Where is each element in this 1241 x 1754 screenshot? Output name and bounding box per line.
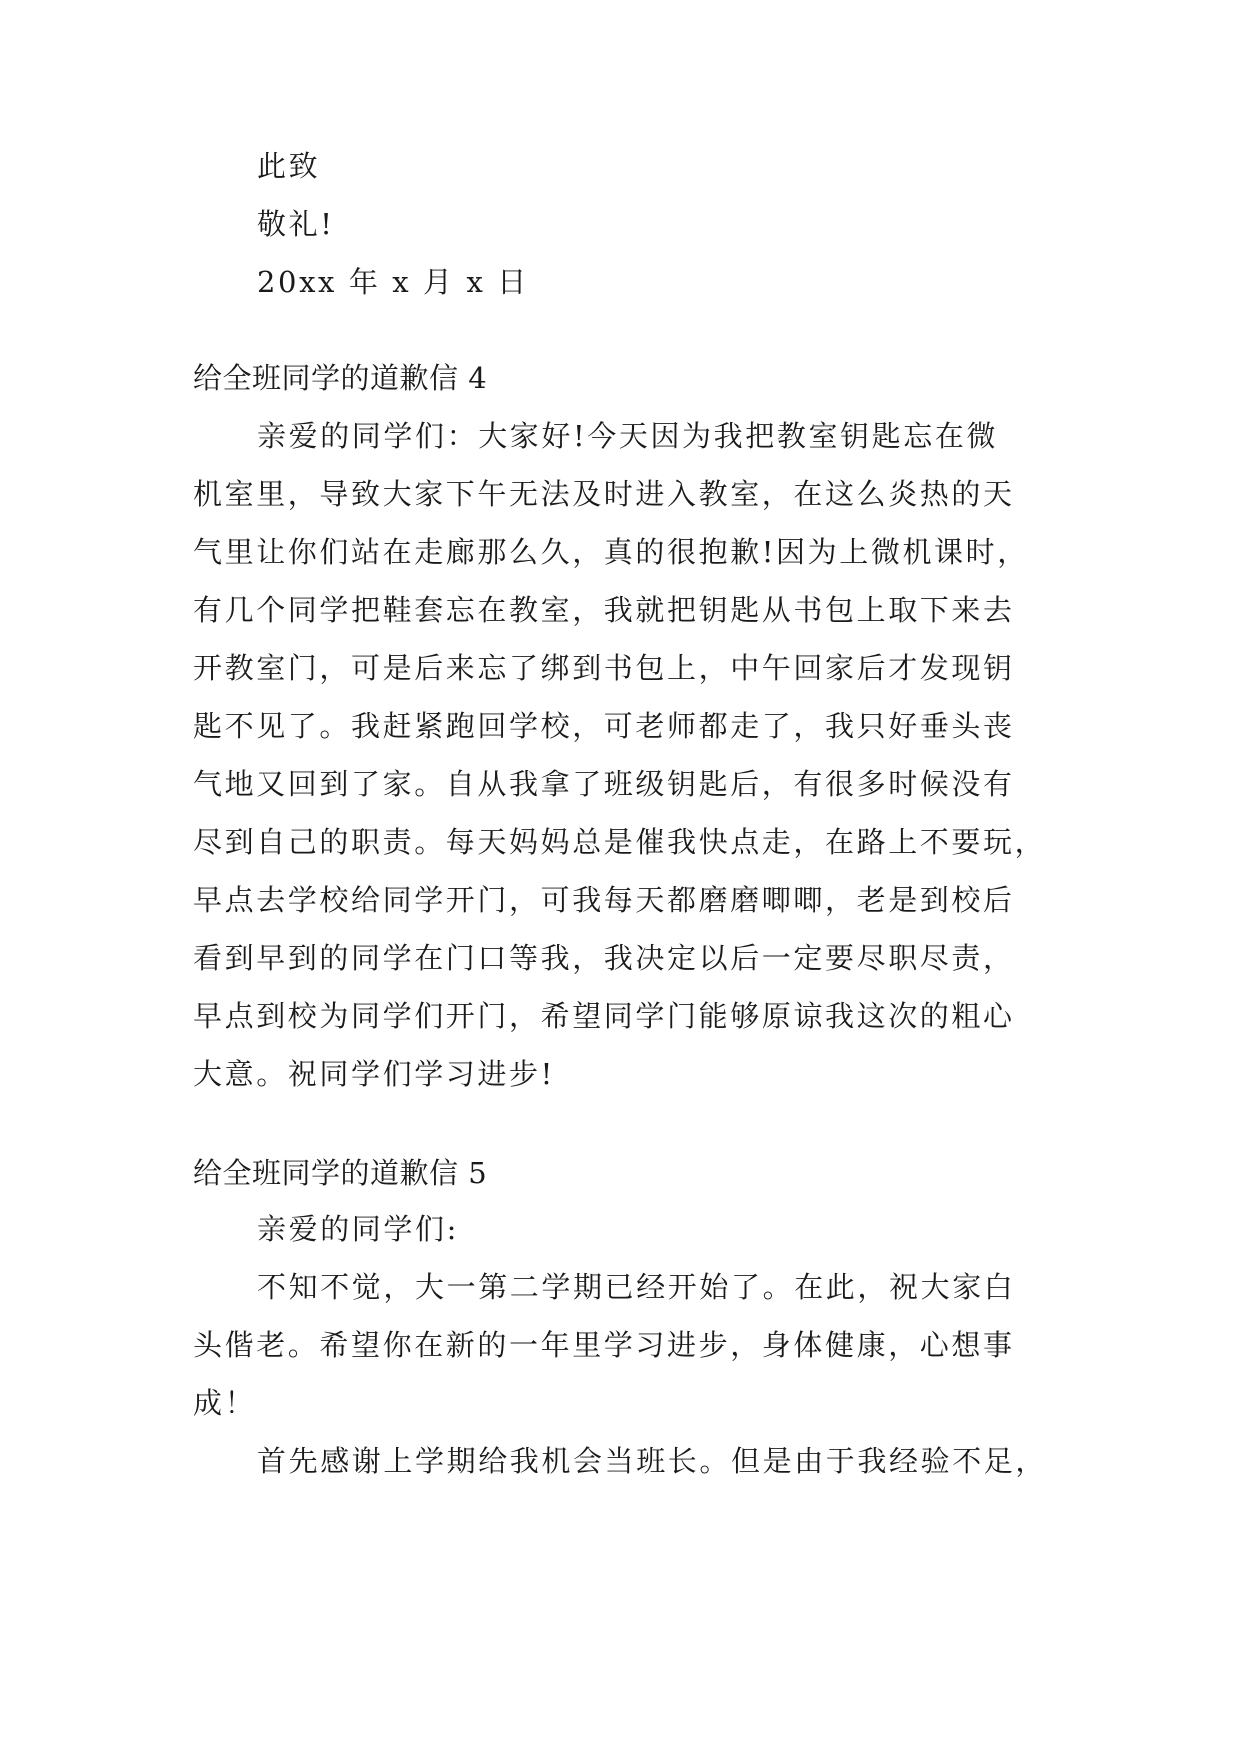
letter-5-line: 头偕老。希望你在新的一年里学习进步，身体健康，心想事	[193, 1328, 1015, 1362]
letter-4-line: 亲爱的同学们：大家好!今天因为我把教室钥匙忘在微	[257, 419, 999, 453]
letter-4-line: 大意。祝同学们学习进步!	[193, 1057, 555, 1091]
letter-4-title: 给全班同学的道歉信 4	[193, 361, 488, 395]
letter-4-line: 机室里，导致大家下午无法及时进入教室，在这么炎热的天	[193, 477, 1015, 511]
letter-4-line: 尽到自己的职责。每天妈妈总是催我快点走，在路上不要玩，	[193, 825, 1047, 859]
letter-4-line: 开教室门，可是后来忘了绑到书包上，中午回家后才发现钥	[193, 651, 1015, 685]
letter-5-line: 成！	[193, 1386, 257, 1420]
letter-4-line: 早点到校为同学们开门，希望同学门能够原谅我这次的粗心	[193, 999, 1015, 1033]
letter-5-line: 首先感谢上学期给我机会当班长。但是由于我经验不足，	[257, 1444, 1048, 1478]
closing-date: 20xx 年 x 月 x 日	[257, 265, 529, 299]
closing-line-1: 此致	[257, 149, 321, 183]
letter-4-line: 气里让你们站在走廊那么久，真的很抱歉!因为上微机课时，	[193, 535, 1029, 569]
letter-4-line: 看到早到的同学在门口等我，我决定以后一定要尽职尽责，	[193, 941, 1015, 975]
letter-4-line: 早点去学校给同学开门，可我每天都磨磨唧唧，老是到校后	[193, 883, 1015, 917]
closing-line-2: 敬礼!	[257, 207, 335, 241]
letter-5-line: 不知不觉，大一第二学期已经开始了。在此，祝大家白	[257, 1270, 1016, 1304]
letter-4-line: 有几个同学把鞋套忘在教室，我就把钥匙从书包上取下来去	[193, 593, 1015, 627]
letter-5-salutation: 亲爱的同学们:	[257, 1212, 459, 1246]
letter-5-title: 给全班同学的道歉信 5	[193, 1156, 488, 1190]
letter-4-line: 匙不见了。我赶紧跑回学校，可老师都走了，我只好垂头丧	[193, 709, 1015, 743]
letter-4-line: 气地又回到了家。自从我拿了班级钥匙后，有很多时候没有	[193, 767, 1015, 801]
